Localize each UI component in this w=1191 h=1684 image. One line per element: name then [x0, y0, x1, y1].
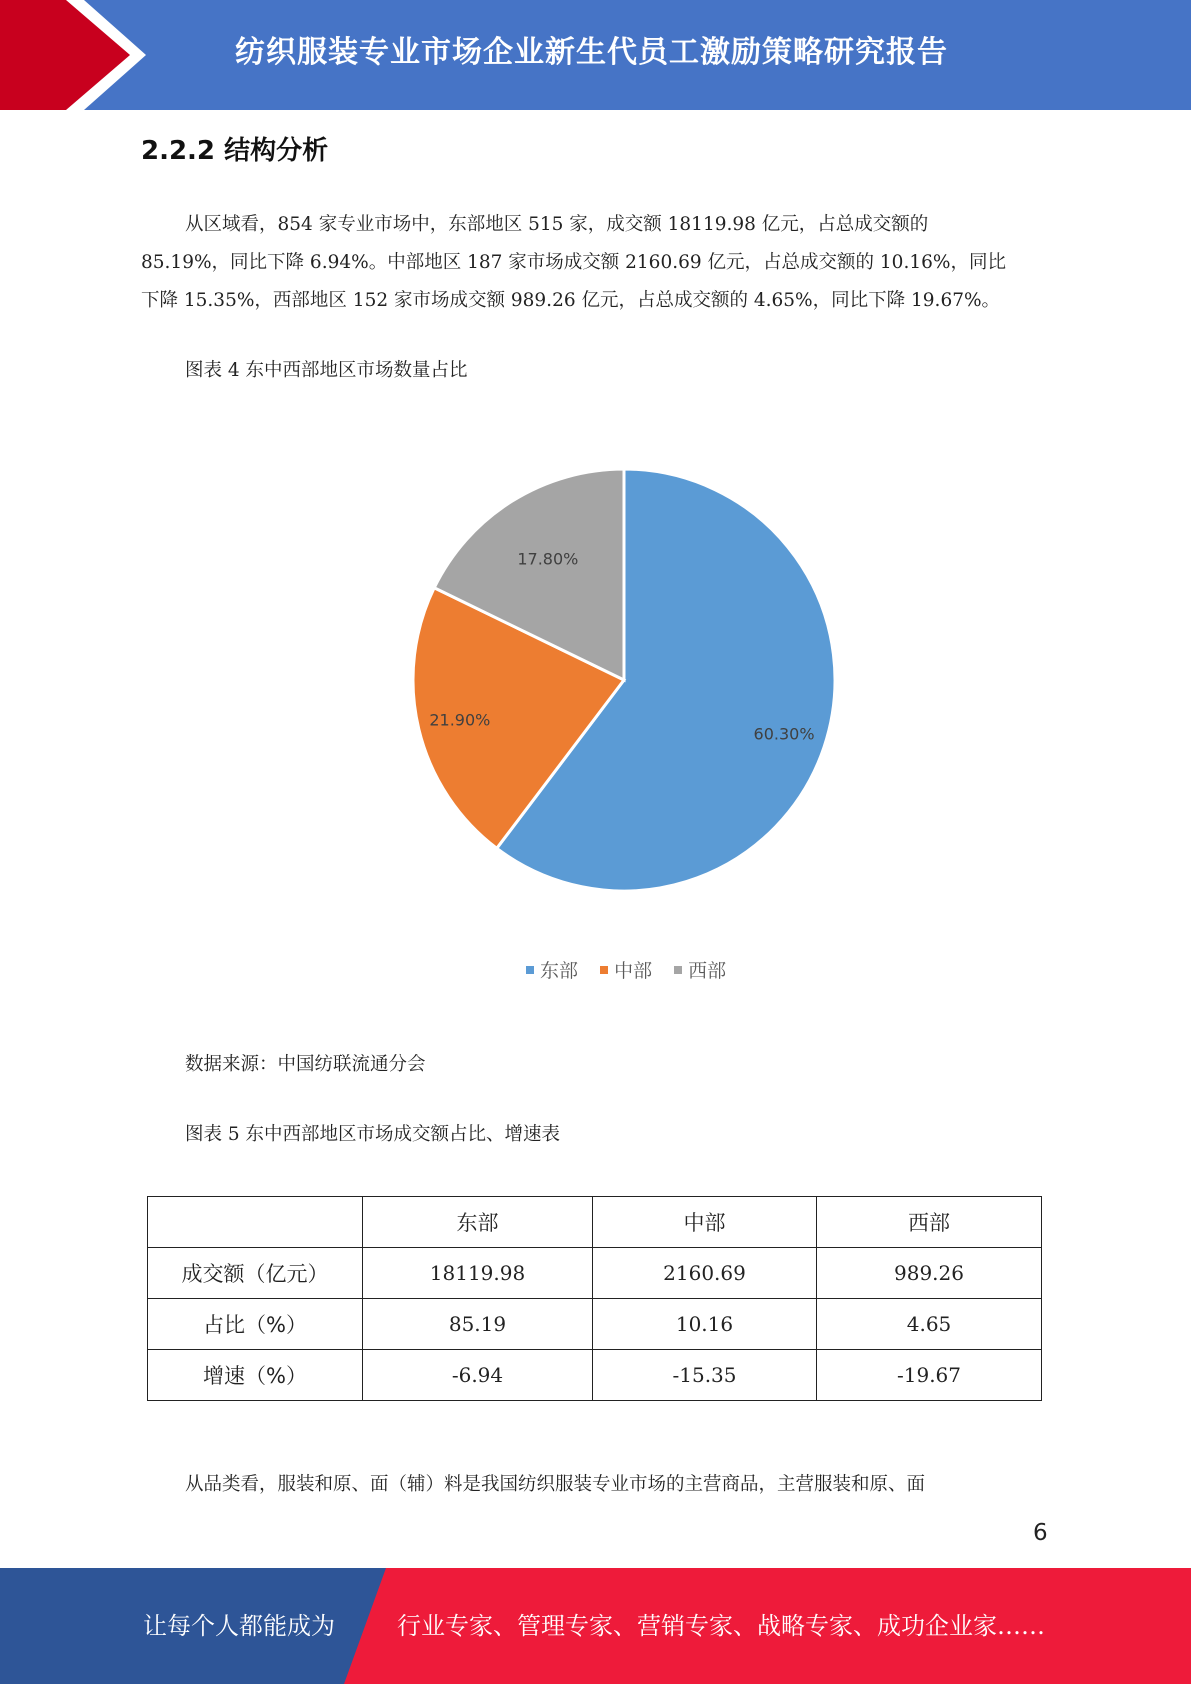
- report-title: 纺织服装专业市场企业新生代员工激励策略研究报告: [235, 35, 948, 70]
- table-row: [148, 1248, 1042, 1299]
- legend-swatch-west: [674, 966, 682, 974]
- header-arrow-decoration: [0, 0, 160, 110]
- legend-label-central: 中部: [614, 960, 653, 982]
- section-heading: 2.2.2 结构分析: [141, 136, 329, 166]
- table-row: [148, 1350, 1042, 1401]
- legend-item-west: [674, 956, 726, 983]
- legend-label-east: 东部: [540, 960, 579, 982]
- legend-swatch-east: [526, 966, 534, 974]
- table-cell: -15.35: [593, 1350, 817, 1401]
- data-label-west: 17.80%: [517, 549, 579, 569]
- figure-4-caption: 图表 4 东中西部地区市场数量占比: [185, 360, 468, 381]
- market-share-pie-chart: [380, 440, 840, 900]
- table-header-cell: 东部: [363, 1197, 593, 1248]
- chart-legend: [526, 956, 742, 983]
- page-footer: [0, 1568, 1191, 1684]
- data-label-east: 60.30%: [753, 724, 815, 744]
- page-header: [0, 0, 1191, 110]
- page-number: 6: [1033, 1520, 1048, 1546]
- table-header-row: [148, 1197, 1042, 1248]
- table-row: [148, 1299, 1042, 1350]
- data-source-note: 数据来源：中国纺联流通分会: [185, 1054, 426, 1075]
- paragraph-1-line-3: 下降 15.35%，西部地区 152 家市场成交额 989.26 亿元，占总成交额的 4.65%，同比下降 19.67%。: [141, 290, 1001, 311]
- paragraph-1-line-1: 从区域看，854 家专业市场中，东部地区 515 家，成交额 18119.98 亿元，占总成交额的: [185, 214, 929, 235]
- footer-slogan-right: 行业专家、管理专家、营销专家、战略专家、成功企业家……: [397, 1612, 1045, 1640]
- table-header-cell: [148, 1197, 363, 1248]
- table-cell: 85.19: [363, 1299, 593, 1350]
- table-cell: 2160.69: [593, 1248, 817, 1299]
- legend-label-west: 西部: [688, 960, 727, 982]
- table-header-cell: 中部: [593, 1197, 817, 1248]
- data-label-central: 21.90%: [429, 710, 491, 730]
- table-cell: -19.67: [817, 1350, 1042, 1401]
- legend-swatch-central: [600, 966, 608, 974]
- legend-item-east: [526, 956, 578, 983]
- table-cell: 989.26: [817, 1248, 1042, 1299]
- table-row-label: 成交额（亿元）: [148, 1248, 363, 1299]
- paragraph-1-line-2: 85.19%，同比下降 6.94%。中部地区 187 家市场成交额 2160.69 亿元，占总成交额的 10.16%，同比: [141, 252, 1006, 273]
- regional-turnover-table: [147, 1196, 1042, 1401]
- table-row-label: 增速（%）: [148, 1350, 363, 1401]
- legend-item-central: [600, 956, 652, 983]
- figure-5-caption: 图表 5 东中西部地区市场成交额占比、增速表: [185, 1124, 561, 1145]
- paragraph-2-line-1: 从品类看，服装和原、面（辅）料是我国纺织服装专业市场的主营商品，主营服装和原、面: [185, 1474, 926, 1495]
- table-row-label: 占比（%）: [148, 1299, 363, 1350]
- table-header-cell: 西部: [817, 1197, 1042, 1248]
- table-cell: -6.94: [363, 1350, 593, 1401]
- table-cell: 18119.98: [363, 1248, 593, 1299]
- table-cell: 10.16: [593, 1299, 817, 1350]
- table-cell: 4.65: [817, 1299, 1042, 1350]
- footer-slogan-left: 让每个人都能成为: [143, 1612, 335, 1640]
